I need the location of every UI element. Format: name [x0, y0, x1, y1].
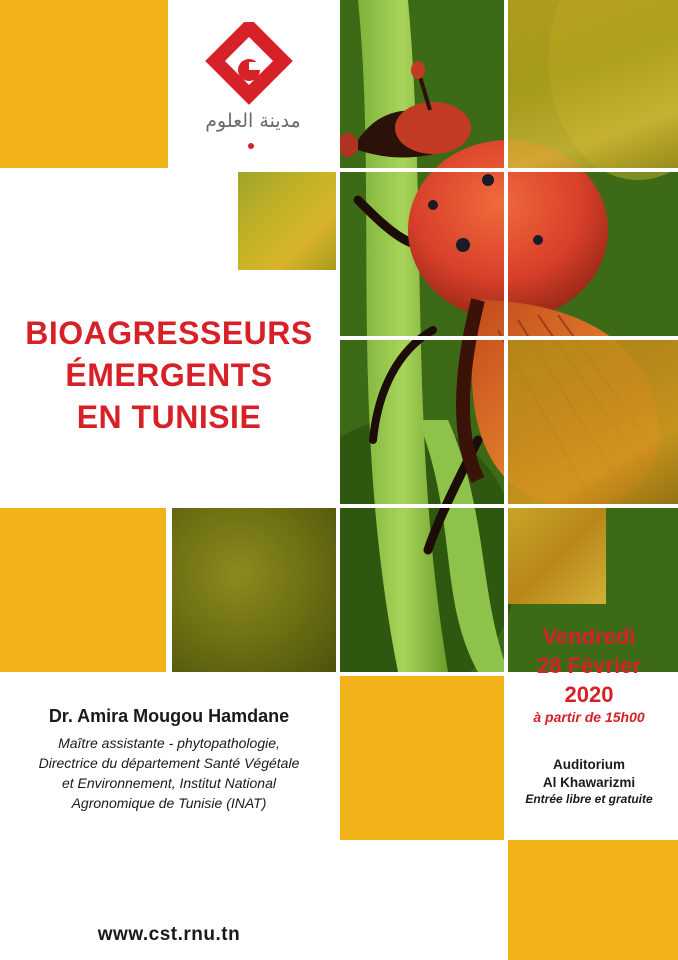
speaker-name: Dr. Amira Mougou Hamdane — [48, 706, 290, 726]
event-date: 28 Février — [537, 653, 641, 678]
speaker-title-line: Agronomique de Tunisie (INAT) — [71, 795, 267, 811]
speaker-title-line: Maître assistante - phytopathologie, — [58, 735, 280, 751]
photo-tile-insect-detail — [238, 172, 336, 270]
grid-line — [338, 336, 678, 340]
logo-diamond-icon — [198, 22, 308, 162]
grid-line — [338, 504, 678, 508]
event-date-block — [500, 622, 678, 725]
entry-info: Entrée libre et gratuite — [525, 792, 653, 806]
photo-tile-top-right — [508, 0, 678, 168]
photo-tile-wing — [508, 340, 678, 504]
yellow-block-mid-left — [0, 508, 166, 672]
event-title-line2: ÉMERGENTS — [65, 357, 273, 393]
event-title-line1: BIOAGRESSEURS — [25, 315, 313, 351]
logo-arabic-text: مدينة العلوم — [205, 110, 301, 132]
speaker-title-line: et Environnement, Institut National — [61, 775, 276, 791]
event-venue-block — [500, 756, 678, 806]
venue-line2: Al Khawarizmi — [542, 775, 636, 790]
yellow-block-top-left — [0, 0, 168, 168]
event-day: Vendredi — [542, 624, 636, 649]
grid-line — [338, 168, 678, 172]
photo-tile-wing-lower — [508, 508, 606, 604]
cite-des-sciences-logo — [198, 22, 308, 162]
yellow-block-center-bottom — [340, 676, 504, 840]
venue-line1: Auditorium — [553, 757, 625, 772]
event-year: 2020 — [564, 682, 614, 707]
website-link[interactable]: www.cst.rnu.tn — [97, 924, 241, 945]
photo-tile-green — [172, 508, 336, 672]
event-title-line3: EN TUNISIE — [76, 399, 262, 435]
speaker-title-line: Directrice du département Santé Végétale — [38, 755, 300, 771]
event-time: à partir de 15h00 — [533, 709, 645, 725]
yellow-block-bottom-right — [508, 840, 678, 960]
speaker-block — [0, 706, 338, 813]
